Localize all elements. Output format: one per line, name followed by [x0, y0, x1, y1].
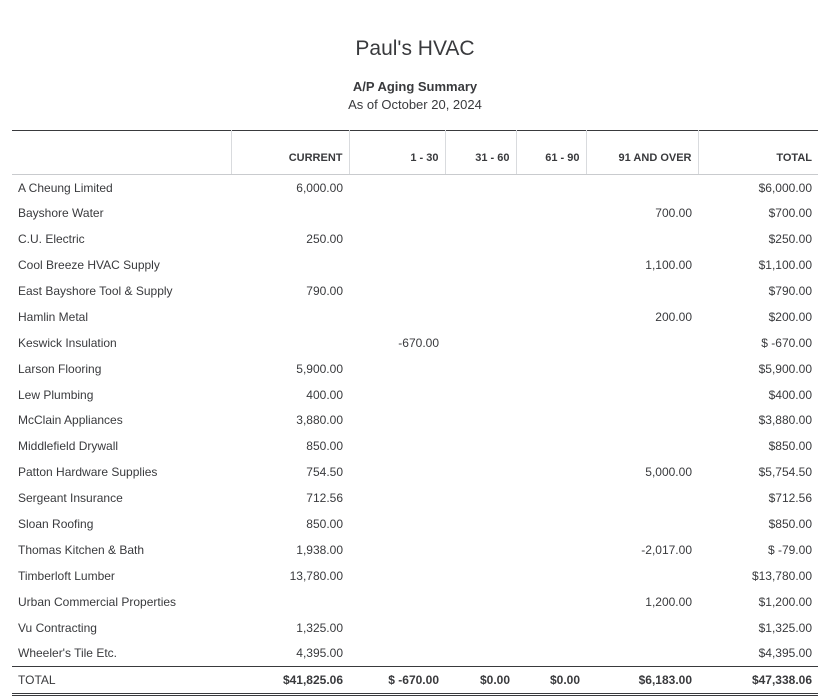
totals-61-90[interactable]: $0.00 — [516, 666, 586, 694]
cell-91-and-over[interactable]: -2,017.00 — [641, 542, 692, 557]
table-row — [12, 382, 818, 408]
vendor-name[interactable]: A Cheung Limited — [18, 180, 113, 195]
vendor-name[interactable]: McClain Appliances — [18, 413, 123, 428]
cell-61-90 — [516, 459, 586, 485]
cell-total[interactable]: $5,754.50 — [758, 465, 812, 480]
cell-31-60 — [445, 641, 516, 667]
cell-total[interactable]: $ -79.00 — [767, 542, 812, 557]
vendor-name[interactable]: C.U. Electric — [18, 232, 85, 247]
cell-91-and-over[interactable]: 1,200.00 — [645, 594, 692, 609]
cell-91-and-over[interactable]: 1,100.00 — [645, 258, 692, 273]
cell-61-90 — [516, 226, 586, 252]
cell-current — [231, 304, 349, 330]
table-row — [12, 641, 818, 667]
cell-61-90 — [516, 433, 586, 459]
totals-current[interactable]: $41,825.06 — [231, 666, 349, 694]
vendor-name[interactable]: Thomas Kitchen & Bath — [18, 542, 145, 557]
cell-total[interactable]: $850.00 — [768, 439, 812, 454]
column-header-vendor[interactable] — [12, 131, 231, 175]
cell-31-60 — [445, 459, 516, 485]
cell-1-30 — [349, 459, 445, 485]
table-row — [12, 278, 818, 304]
totals-1-30[interactable]: $ -670.00 — [349, 666, 445, 694]
cell-31-60 — [445, 278, 516, 304]
cell-current — [231, 589, 349, 615]
cell-31-60 — [445, 408, 516, 434]
table-row — [12, 175, 818, 201]
cell-91-and-over[interactable]: 700.00 — [655, 206, 692, 221]
cell-total[interactable]: $4,395.00 — [758, 646, 812, 661]
vendor-name[interactable]: Lew Plumbing — [18, 387, 94, 402]
vendor-name[interactable]: Wheeler's Tile Etc. — [18, 646, 117, 661]
cell-91-and-over[interactable]: 5,000.00 — [645, 465, 692, 480]
cell-1-30 — [349, 226, 445, 252]
cell-91-and-over — [586, 511, 698, 537]
cell-61-90 — [516, 200, 586, 226]
cell-current[interactable]: 850.00 — [306, 439, 343, 454]
cell-61-90 — [516, 615, 586, 641]
cell-1-30 — [349, 615, 445, 641]
cell-91-and-over — [586, 382, 698, 408]
cell-61-90 — [516, 537, 586, 563]
cell-61-90 — [516, 252, 586, 278]
cell-91-and-over — [586, 226, 698, 252]
cell-current — [231, 330, 349, 356]
cell-31-60 — [445, 330, 516, 356]
table-row — [12, 615, 818, 641]
totals-total[interactable]: $47,338.06 — [698, 666, 818, 694]
cell-1-30 — [349, 537, 445, 563]
table-header-row — [12, 131, 818, 175]
cell-current[interactable]: 250.00 — [306, 232, 343, 247]
vendor-name[interactable]: Hamlin Metal — [18, 309, 89, 324]
cell-31-60 — [445, 589, 516, 615]
table-row — [12, 356, 818, 382]
column-header-1-30[interactable]: 1 - 30 — [349, 131, 445, 175]
cell-31-60 — [445, 356, 516, 382]
cell-total[interactable]: $1,325.00 — [758, 620, 812, 635]
vendor-name[interactable]: Middlefield Drywall — [18, 439, 119, 454]
table-row — [12, 459, 818, 485]
vendor-name[interactable]: Vu Contracting — [18, 620, 97, 635]
vendor-name[interactable]: Larson Flooring — [18, 361, 102, 376]
cell-1-30 — [349, 278, 445, 304]
cell-31-60 — [445, 382, 516, 408]
column-header-current[interactable]: CURRENT — [231, 131, 349, 175]
column-header-61-90[interactable]: 61 - 90 — [516, 131, 586, 175]
report-date: As of October 20, 2024 — [348, 97, 482, 112]
cell-1-30 — [349, 356, 445, 382]
cell-31-60 — [445, 304, 516, 330]
cell-91-and-over — [586, 641, 698, 667]
vendor-name[interactable]: Patton Hardware Supplies — [18, 465, 158, 480]
cell-total[interactable]: $5,900.00 — [758, 361, 812, 376]
cell-total[interactable]: $3,880.00 — [758, 413, 812, 428]
cell-61-90 — [516, 511, 586, 537]
totals-91-and-over[interactable]: $6,183.00 — [586, 666, 698, 694]
cell-61-90 — [516, 278, 586, 304]
cell-31-60 — [445, 175, 516, 201]
cell-1-30 — [349, 641, 445, 667]
cell-current[interactable]: 400.00 — [306, 387, 343, 402]
cell-current[interactable]: 1,325.00 — [296, 620, 343, 635]
cell-91-and-over — [586, 433, 698, 459]
cell-91-and-over — [586, 615, 698, 641]
cell-total[interactable]: $700.00 — [768, 206, 812, 221]
cell-91-and-over — [586, 175, 698, 201]
cell-current — [231, 252, 349, 278]
cell-current[interactable]: 754.50 — [306, 465, 343, 480]
cell-current — [231, 200, 349, 226]
vendor-name[interactable]: Urban Commercial Properties — [18, 594, 177, 609]
column-header-31-60[interactable]: 31 - 60 — [445, 131, 516, 175]
cell-current[interactable]: 1,938.00 — [296, 542, 343, 557]
cell-total[interactable]: $712.56 — [768, 491, 812, 506]
cell-61-90 — [516, 485, 586, 511]
cell-61-90 — [516, 382, 586, 408]
cell-1-30 — [349, 382, 445, 408]
cell-total[interactable]: $1,200.00 — [758, 594, 812, 609]
cell-1-30[interactable]: -670.00 — [398, 335, 439, 350]
cell-61-90 — [516, 641, 586, 667]
cell-total[interactable]: $ -670.00 — [761, 335, 812, 350]
cell-1-30 — [349, 304, 445, 330]
totals-31-60[interactable]: $0.00 — [445, 666, 516, 694]
cell-91-and-over — [586, 330, 698, 356]
cell-31-60 — [445, 485, 516, 511]
cell-total[interactable]: $1,100.00 — [758, 258, 812, 273]
column-header-total[interactable]: TOTAL — [698, 131, 818, 175]
cell-31-60 — [445, 433, 516, 459]
vendor-name[interactable]: Timberloft Lumber — [18, 568, 115, 583]
cell-current[interactable]: 5,900.00 — [296, 361, 343, 376]
table-row — [12, 226, 818, 252]
cell-31-60 — [445, 226, 516, 252]
cell-1-30 — [349, 589, 445, 615]
cell-1-30 — [349, 252, 445, 278]
vendor-name[interactable]: Keswick Insulation — [18, 335, 117, 350]
table-row — [12, 511, 818, 537]
cell-31-60 — [445, 511, 516, 537]
report-title: A/P Aging Summary — [352, 79, 478, 94]
column-header-91-and-over[interactable]: 91 AND OVER — [586, 131, 698, 175]
cell-1-30 — [349, 433, 445, 459]
table-row — [12, 537, 818, 563]
cell-current[interactable]: 3,880.00 — [296, 413, 343, 428]
table-body — [12, 175, 818, 667]
vendor-name[interactable]: Bayshore Water — [18, 206, 104, 221]
cell-total[interactable]: $6,000.00 — [758, 180, 812, 195]
cell-1-30 — [349, 175, 445, 201]
cell-current[interactable]: 790.00 — [306, 284, 343, 298]
vendor-name[interactable]: Cool Breeze HVAC Supply — [18, 258, 160, 273]
cell-61-90 — [516, 356, 586, 382]
cell-31-60 — [445, 252, 516, 278]
cell-total[interactable]: $13,780.00 — [751, 568, 812, 583]
cell-91-and-over — [586, 563, 698, 589]
cell-1-30 — [349, 563, 445, 589]
vendor-name[interactable]: Sergeant Insurance — [18, 491, 123, 506]
cell-91-and-over — [586, 485, 698, 511]
cell-current[interactable]: 13,780.00 — [289, 568, 343, 583]
cell-61-90 — [516, 304, 586, 330]
company-name: Paul's HVAC — [355, 37, 475, 60]
table-row — [12, 589, 818, 615]
cell-91-and-over — [586, 356, 698, 382]
cell-61-90 — [516, 589, 586, 615]
table-row — [12, 433, 818, 459]
cell-31-60 — [445, 200, 516, 226]
cell-91-and-over — [586, 408, 698, 434]
cell-91-and-over — [586, 278, 698, 304]
cell-total[interactable]: $250.00 — [768, 232, 812, 247]
table-row — [12, 252, 818, 278]
cell-61-90 — [516, 408, 586, 434]
cell-1-30 — [349, 511, 445, 537]
cell-91-and-over[interactable]: 200.00 — [655, 309, 692, 324]
cell-31-60 — [445, 537, 516, 563]
cell-1-30 — [349, 408, 445, 434]
cell-1-30 — [349, 485, 445, 511]
aging-table-container — [12, 130, 818, 696]
cell-total[interactable]: $200.00 — [768, 309, 812, 324]
cell-61-90 — [516, 330, 586, 356]
cell-1-30 — [349, 200, 445, 226]
totals-label: TOTAL — [12, 666, 231, 694]
table-row — [12, 330, 818, 356]
cell-31-60 — [445, 563, 516, 589]
totals-row — [12, 666, 818, 694]
table-row — [12, 563, 818, 589]
cell-61-90 — [516, 175, 586, 201]
table-row — [12, 408, 818, 434]
cell-current[interactable]: 4,395.00 — [296, 646, 343, 661]
cell-current[interactable]: 712.56 — [306, 491, 343, 506]
vendor-name[interactable]: Sloan Roofing — [18, 517, 94, 532]
cell-61-90 — [516, 563, 586, 589]
cell-total[interactable]: $400.00 — [768, 387, 812, 402]
table-row — [12, 304, 818, 330]
aging-summary-table — [12, 130, 818, 696]
table-row — [12, 485, 818, 511]
vendor-name[interactable]: East Bayshore Tool & Supply — [18, 284, 173, 298]
cell-31-60 — [445, 615, 516, 641]
cell-total[interactable]: $850.00 — [768, 517, 812, 532]
table-row — [12, 200, 818, 226]
cell-current[interactable]: 850.00 — [306, 517, 343, 532]
cell-total[interactable]: $790.00 — [768, 284, 812, 298]
cell-current[interactable]: 6,000.00 — [296, 180, 343, 195]
